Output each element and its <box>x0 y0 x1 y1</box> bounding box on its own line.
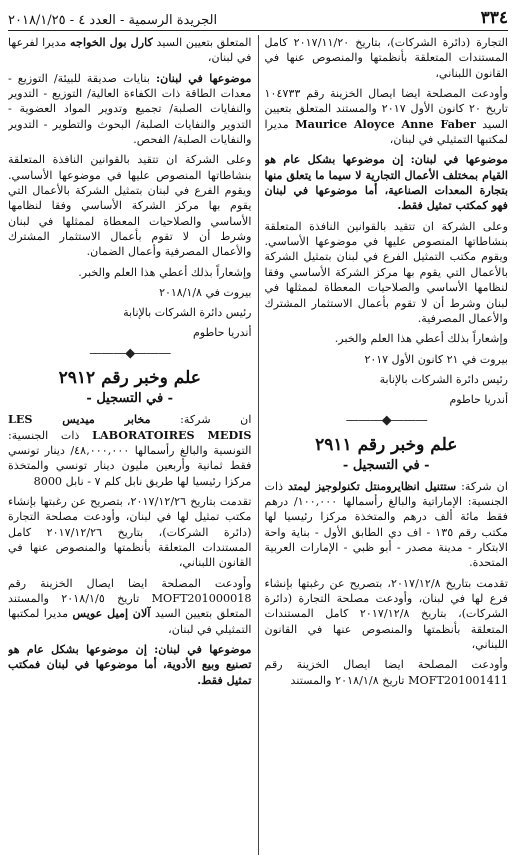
paragraph: تقدمت بتاريخ ٢٠١٧/١٢/٢٦، بتصريح عن رغبتها بإنشاء مكتب تمثيل لها في لبنان، وأودعت مصلحة التجارة (دائرة الشركات)، بتاريخ ٢٠١٧/١٢/٢٦ كامل المستندات المتعلقة بأنظمتها والمنصوص عنها في القانون اللبناني، <box>8 494 252 570</box>
signature-role: رئيس دائرة الشركات بالإنابة <box>379 372 508 386</box>
signature-date: بيروت في ٢١ كانون الأول ٢٠١٧ <box>364 352 508 366</box>
paragraph: وإشعاراً بذلك أعطي هذا العلم والخبر. <box>334 332 508 346</box>
ornament-divider: ———◆——— <box>89 346 171 362</box>
notice-subtitle: - في التسجيل - <box>86 391 174 407</box>
paragraph: وأودعت المصلحة ايضا ايصال الخزينة رقم ١٠٤٧٣٣ تاريخ ٢٠ كانون الأول ٢٠١٧ والمستند المتعلق بتعيين السيد Maurice Aloyce Anne Faber مديرا لمكتبها التمثيلي في لبنان، <box>264 87 508 147</box>
company-name: ستتنيل انظايرومنتل تكنولوجيز ليمتد <box>288 478 457 493</box>
signature-date: بيروت في ٢٠١٨/١/٨ <box>159 286 252 300</box>
ornament-divider: ———◆——— <box>345 412 427 428</box>
publication-info: الجريدة الرسمية - العدد ٤ - ٢٠١٨/١/٢٥ <box>8 13 218 28</box>
notice-title: علم وخبر رقم ٢٩١٢ <box>58 368 201 389</box>
left-column <box>8 35 252 855</box>
paragraph: ان شركة: ستتنيل انظايرومنتل تكنولوجيز ليمتد ذات الجنسية: الإماراتية والبالغ رأسمالها ١٠٠,٠٠٠/ درهم فقط مائة ألف درهم والمتخذة مركزا رئيسيا لها مكتب رقم ١٣٥ - اف دي الطابق الأول - بناية واحة الابتكار - مدينة مصدر - أبو ظبي - الإمارات العربية المتحدة. <box>264 478 508 570</box>
paragraph: وعلى الشركة ان تتقيد بالقوانين النافذة المتعلقة بنشاطاتها المنصوص عليها في موضوعها الأساسي. ويقوم مكتب التمثيل الفرع في لبنان بتمثيل الشركة بالأعمال التي يقوم بها مركز الشركة الأساسي وفقا لنظامها الأساسي والصلاحيات المعطاة لممثلها في لبنان وشرط أن لا تقوم بأعمال الاستثمار المشترك والأعمال المصرفية. <box>264 219 508 325</box>
paragraph: المتعلق بتعيين السيد كارل بول الخواجه مديرا لفرعها في لبنان، <box>8 35 252 65</box>
paragraph: التجارة (دائرة الشركات)، بتاريخ ٢٠١٧/١١/٢٠ كامل المستندات المتعلقة بأنظمتها والمنصوص عنها في القانون اللبناني، <box>264 36 508 80</box>
paragraph: موضوعها في لبنان: بنايات صديقة للبيئة/ التوزيع - معدات الطاقة ذات الكفاءة العالية/ التوزيع - التدوير والنفايات الصلبة/ تجميع وتدوير المواد العضوية - التدوير والنفايات الصلبة/ البحوث والتطوير - التدوير والنفايات الصلبة/ الفحص. <box>8 70 252 147</box>
notice-subtitle: - في التسجيل - <box>342 457 430 473</box>
paragraph: ان شركة: مخابر ميديس LES LABORATOIRES MEDIS ذات الجنسية: التونسية والبالغ رأسمالها ٤٨,٠٠٠,٠٠٠/ دينار تونسي فقط ثمانية وأربعين مليون دينار تونسي والمتخذة مركزا رئيسيا لها طريق نابل كلم ٧ - نابل 8000 <box>8 412 252 488</box>
company-name: مخابر ميديس LES LABORATOIRES MEDIS <box>8 412 252 442</box>
paragraph: وإشعاراً بذلك أعطي هذا العلم والخبر. <box>78 265 252 279</box>
manager-name: كارل بول الخواجه <box>70 35 153 49</box>
signature-role: رئيس دائرة الشركات بالإنابة <box>123 306 252 320</box>
paragraph: تقدمت بتاريخ ٢٠١٧/١٢/٨، بتصريح عن رغبتها بإنشاء فرع لها في لبنان، وأودعت مصلحة التجارة (دائرة الشركات)، بتاريخ ٢٠١٧/١٢/٨ كامل المستندات المتعلقة بأنظمتها والمنصوص عنها في القانون اللبناني، <box>264 576 508 652</box>
columns <box>8 35 508 855</box>
signature-name: أندريا حاطوم <box>192 326 252 340</box>
page-number: ٣٣٤ <box>480 8 508 28</box>
manager-name: Maurice Aloyce Anne Faber <box>295 116 476 131</box>
paragraph: وأودعت المصلحة ايضا ايصال الخزينة رقم MOFT201000018 تاريخ ٢٠١٨/١/٥ والمستند المتعلق بتعيين السيد آلان إميل عويس مديرا لمكتبها التمثيلي في لبنان، <box>8 576 252 636</box>
column-separator <box>258 35 259 855</box>
paragraph: وأودعت المصلحة ايضا ايصال الخزينة رقم MOFT201001411 تاريخ ٢٠١٨/١/٨ والمستند <box>264 658 508 687</box>
right-column <box>265 35 509 855</box>
paragraph: وعلى الشركة ان تتقيد بالقوانين النافذة المتعلقة بنشاطاتها المنصوص عليها في موضوعها الأساسي. ويقوم الفرع في لبنان بتمثيل الشركة بالأعمال التي يقوم بها مركز الشركة الأساسي وفقا لنظامها الأساسي والصلاحيات المعطاة لممثلها في لبنان وشرط أن لا تقوم بأعمال الاستثمار المشترك والأعمال المصرفية وأعمال الضمان. <box>8 153 252 259</box>
manager-name: آلان إميل عويس <box>72 606 151 621</box>
paragraph-purpose: موضوعها في لبنان: إن موضوعها بشكل عام هو القيام بمختلف الأعمال التجارية لا سيما ما يتعلق منها بتجارة المعدات الصناعية، أما موضوعها في لبنان فهو كمكتب تمثيل فقط. <box>264 152 508 213</box>
paragraph-purpose: موضوعها في لبنان: إن موضوعها بشكل عام هو تصنيع وبيع الأدوية، أما موضوعها في لبنان فمكتب تمثيل فقط. <box>8 642 252 687</box>
notice-title: علم وخبر رقم ٢٩١١ <box>315 434 458 455</box>
page-header <box>8 6 508 31</box>
signature-name: أندريا حاطوم <box>449 392 508 406</box>
